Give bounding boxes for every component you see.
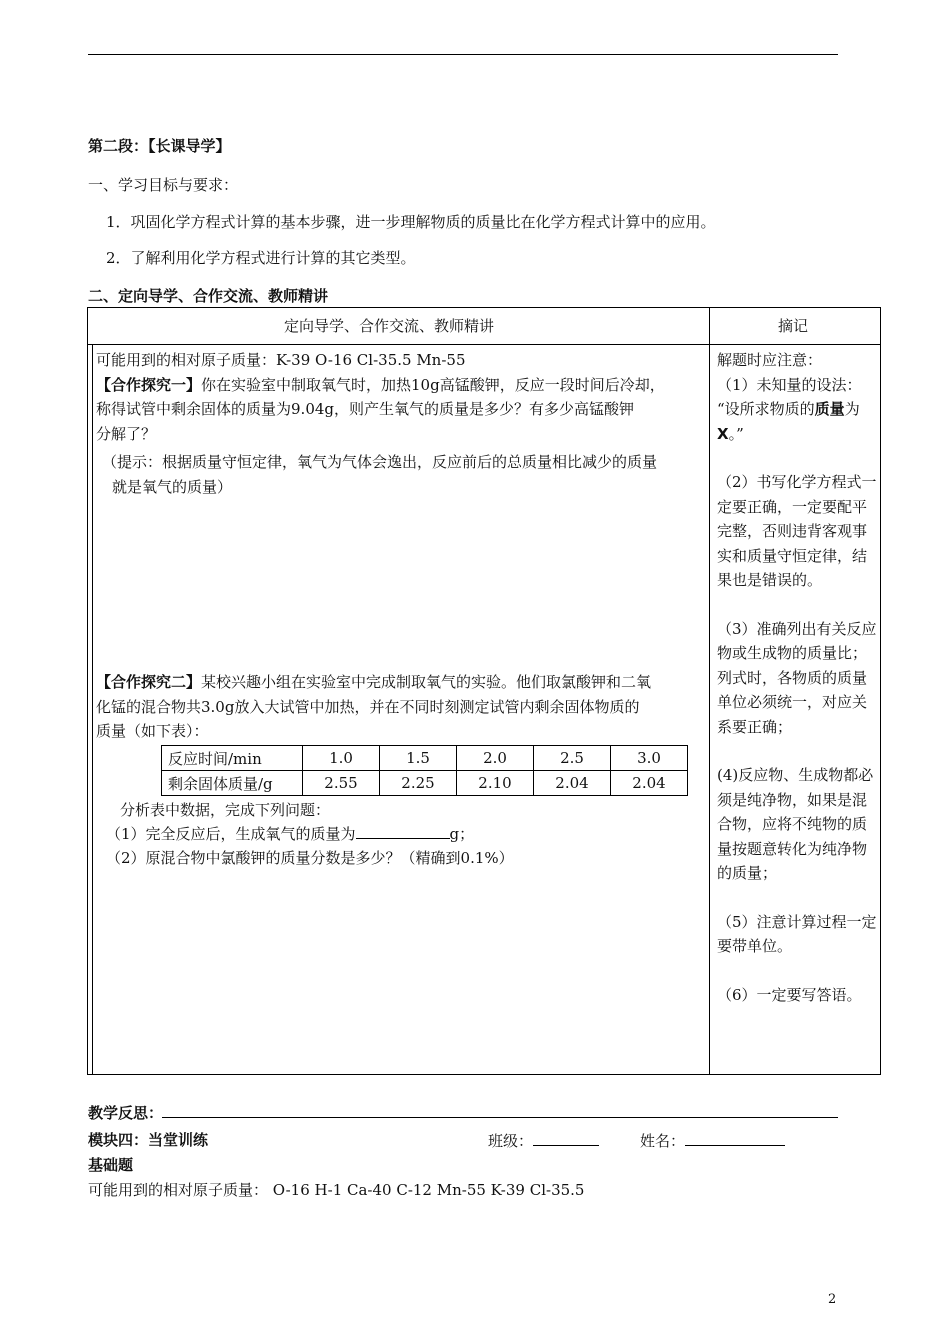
column-divider [709,308,710,1074]
goals-heading: 一、学习目标与要求： [88,176,239,194]
guide-heading: 二、定向导学、合作交流、教师精讲 [88,287,329,305]
table-cell: 1.5 [380,746,457,771]
basic-masses: 可能用到的相对原子质量： O-16 H-1 Ca-40 C-12 Mn-55 K-39 Cl-35.5 [88,1181,585,1199]
row1-label: 反应时间/min [162,746,303,771]
guide-table [87,307,881,1075]
explore1-line3: 分解了？ [96,424,157,443]
reflection-label: 教学反思： [88,1104,164,1122]
table-row [162,746,688,771]
table-cell: 3.0 [611,746,688,771]
data-table [161,745,688,796]
table-cell: 2.04 [611,771,688,796]
page-number: 2 [828,1292,837,1307]
table-cell: 2.10 [457,771,534,796]
questions [96,798,700,870]
table-cell: 2.55 [303,771,380,796]
name-field: 姓名： [640,1130,785,1151]
basic-title: 基础题 [88,1156,134,1174]
goal-2: 2．了解利用化学方程式进行计算的其它类型。 [106,249,416,267]
class-field: 班级： [488,1130,599,1151]
header-left: 定向导学、合作交流、教师精讲 [284,317,495,335]
row2-label: 剩余固体质量/g [162,771,303,796]
explore1-label: 【合作探究一】 [96,375,202,394]
header-rule [88,54,838,55]
note-5: （5）注意计算过程一定要带单位。 [717,912,877,955]
note-6: （6）一定要写答语。 [717,985,862,1004]
explore2-line1: 【合作探究二】某校兴趣小组在实验室中完成制取氧气的实验。他们取氯酸钾和二氧 [96,673,652,691]
note-4: (4)反应物、生成物都必须是纯净物，如果是混合物，应将不纯物的质量按题意转化为纯净物的质量； [717,766,874,882]
table-cell: 2.5 [534,746,611,771]
notes-column [717,348,877,1031]
notes-title: 解题时应注意： [717,351,823,369]
note-2: （2）书写化学方程式一定要正确，一定要配平完整，否则违背客观事实和质量守恒定律，结果也是错误的。 [717,473,877,589]
question-1: （1）完全反应后，生成氧气的质量为 g； [106,825,475,843]
hint-line2: 就是氧气的质量） [112,477,233,496]
name-blank[interactable] [685,1130,785,1146]
table-row [162,771,688,796]
reflection-blank[interactable] [162,1117,838,1118]
class-blank[interactable] [533,1130,599,1146]
explore2-line2: 化锰的混合物共3.0g放入大试管中加热，并在不同时刻测定试管内剩余固体物质的 [96,697,640,716]
table-cell: 2.25 [380,771,457,796]
inner-left-border [92,344,93,1074]
section2-title: 第二段：【长课导学】 [88,137,231,155]
hint-line1: （提示：根据质量守恒定律，氧气为气体会逸出，反应前后的总质量相比减少的质量 [102,453,658,471]
atomic-masses: 可能用到的相对原子质量：K-39 O-16 Cl-35.5 Mn-55 [96,351,466,369]
note-1: （1）未知量的设法： “设所求物质的质量为X。” [717,375,862,443]
explore-section [96,348,700,499]
question-2: （2）原混合物中氯酸钾的质量分数是多少？（精确到0.1%） [106,849,514,867]
header-divider [88,344,880,345]
answer-blank[interactable] [356,823,450,839]
table-cell: 2.0 [457,746,534,771]
table-cell: 2.04 [534,771,611,796]
explore2-label: 【合作探究二】 [96,673,202,691]
note-3: （3）准确列出有关反应物或生成物的质量比；列式时，各物质的质量单位必须统一，对应关系要正确； [717,619,877,736]
header-right: 摘记 [778,317,809,335]
table-cell: 1.0 [303,746,380,771]
explore1-line2: 称得试管中剩余固体的质量为9.04g，则产生氧气的质量是多少？有多少高锰酸钾 [96,400,635,418]
explore1-line1: 【合作探究一】你在实验室中制取氧气时，加热10g高锰酸钾，反应一段时间后冷却， [96,375,665,394]
explore2-section [96,670,700,744]
module4-title: 模块四：当堂训练 [88,1131,209,1149]
explore2-line3: 质量（如下表）： [96,722,209,740]
analyze-text: 分析表中数据，完成下列问题： [120,801,331,819]
goal-1: 1．巩固化学方程式计算的基本步骤，进一步理解物质的质量比在化学方程式计算中的应用。 [106,213,716,231]
